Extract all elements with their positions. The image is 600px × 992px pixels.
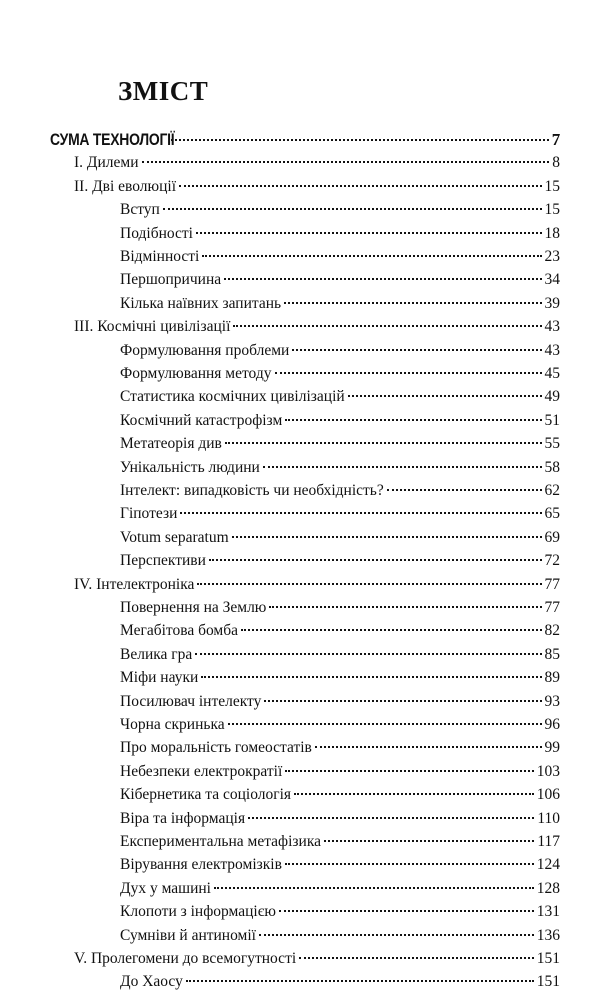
dot-leader [202,255,541,257]
toc-entry-title: III. Космічні цивілізації [74,318,231,336]
dot-leader [275,372,542,374]
dot-leader [285,419,541,421]
dot-leader [195,653,541,655]
dot-leader [209,559,542,561]
toc-entry-title: Клопоти з інформацією [120,903,276,921]
toc-entry-page-number: 34 [544,271,560,289]
dot-leader [285,770,533,772]
dot-leader [241,629,542,631]
toc-entry-title: Посилювач інтелекту [120,692,262,710]
toc-chapter-entry [74,153,560,173]
toc-chapter-entry [74,575,560,595]
toc-section-entry [120,224,560,244]
dot-leader [233,325,541,327]
toc-entry-title: Вступ [120,201,160,219]
toc-entry-title: Мегабітова бомба [120,622,238,640]
toc-entry-title: I. Дилеми [74,154,139,172]
toc-section-entry [120,926,560,946]
dot-leader [224,278,541,280]
dot-leader [284,302,541,304]
dot-leader [179,185,541,187]
toc-entry-page-number: 72 [544,552,560,570]
toc-entry-page-number: 77 [544,599,560,616]
toc-entry-title: Формулювання методу [120,365,272,382]
toc-chapter-entry [74,177,560,197]
toc-entry-title: II. Дві еволюції [74,177,177,195]
toc-entry-page-number: 151 [536,973,560,991]
toc-entry-page-number: 85 [544,645,560,663]
toc-entry-page-number: 117 [537,833,560,850]
dot-leader [197,583,541,585]
toc-entry-page-number: 106 [536,786,560,804]
toc-entry-title: СУМА ТЕХНОЛОГІЇ [50,130,175,149]
toc-entry-page-number: 62 [544,482,560,499]
dot-leader [214,887,534,889]
toc-entry-page-number: 45 [544,365,560,382]
toc-section-entry [120,411,560,431]
toc-section-entry [120,902,560,922]
toc-section-entry [120,762,560,782]
toc-section-entry [120,528,560,548]
toc-section-entry [120,294,560,314]
dot-leader [324,840,534,842]
toc-entry-page-number: 99 [544,739,560,757]
dot-leader [259,934,534,936]
toc-entry-title: Вірування електромізків [120,856,282,874]
toc-section-entry [120,247,560,267]
toc-chapter-entry [74,317,560,337]
toc-section-entry [120,387,560,407]
toc-section-entry [120,458,560,478]
dot-leader [142,161,550,163]
toc-entry-title: Статистика космічних цивілізацій [120,388,345,406]
dot-leader [225,442,542,444]
contents-heading: ЗМІСТ [118,76,209,106]
toc-entry-title: Повернення на Землю [120,599,267,616]
toc-entry-title: Перспективи [120,552,206,570]
toc-entry-page-number: 39 [544,294,560,312]
toc-entry-page-number: 124 [536,856,560,874]
dot-leader [299,957,534,959]
toc-entry-title: Метатеорія див [120,435,222,453]
toc-entry-page-number: 103 [536,762,560,780]
toc-entry-title: Інтелект: випадковість чи необхідність? [120,482,384,499]
toc-section-entry [120,692,560,712]
toc-section-entry [120,481,560,501]
toc-section-entry [120,832,560,852]
toc-entry-title: Votum separatum [120,528,229,546]
toc-section-entry [120,364,560,384]
dot-leader [180,512,541,514]
dot-leader [248,817,534,819]
toc-entry-title: Відмінності [120,248,200,265]
toc-entry-page-number: 69 [544,528,560,546]
toc-section-entry [120,879,560,899]
toc-entry-title: Про моральність гомеостатів [120,739,312,757]
toc-section-entry [120,855,560,875]
dot-leader [279,910,534,912]
toc-entry-page-number: 77 [544,575,560,593]
toc-entry-page-number: 15 [544,201,560,219]
dot-leader [348,395,542,397]
toc-entry-title: V. Пролегомени до всемогутності [74,950,297,967]
toc-entry-page-number: 82 [544,622,560,640]
toc-entry-title: Кілька наївних запитань [120,294,282,312]
toc-entry-title: Гіпотези [120,505,178,523]
toc-entry-page-number: 151 [536,950,560,967]
dot-leader [387,489,542,491]
toc-section-entry [120,645,560,665]
toc-section-entry [120,738,560,758]
toc-section-entry [120,715,560,735]
toc-entry-title: Унікальність людини [120,458,260,476]
dot-leader [269,606,541,608]
toc-entry-page-number: 89 [544,669,560,687]
toc-entry-title: Віра та інформація [120,809,246,827]
dot-leader [285,863,534,865]
toc-entry-title: Подібності [120,224,193,242]
toc-entry-title: Велика гра [120,645,193,663]
toc-entry-page-number: 15 [544,177,560,195]
toc-entry-page-number: 7 [551,130,560,149]
toc-entry-title: Космічний катастрофізм [120,411,283,429]
dot-leader [196,232,542,234]
toc-section-entry [120,434,560,454]
toc-entry-page-number: 51 [544,411,560,429]
dot-leader [264,700,541,702]
toc-entry-title: Першопричина [120,271,222,289]
toc-section-entry [120,809,560,829]
toc-section-entry [120,551,560,571]
toc-entry-page-number: 23 [544,248,560,265]
toc-entry-title: Кібернетика та соціологія [120,786,292,804]
toc-section-entry [120,785,560,805]
dot-leader [228,723,542,725]
dot-leader [186,980,534,982]
toc-section-entry [120,504,560,524]
toc-part-entry [50,130,560,150]
toc-entry-title: Дух у машині [120,879,211,897]
toc-entry-page-number: 8 [552,154,560,172]
toc-entry-page-number: 110 [537,809,560,827]
dot-leader [263,466,542,468]
toc-section-entry [120,972,560,992]
toc-entry-page-number: 43 [544,341,560,359]
dot-leader [201,676,541,678]
toc-entry-page-number: 136 [536,926,560,944]
toc-entry-page-number: 49 [544,388,560,406]
toc-chapter-entry [74,949,560,969]
dot-leader [163,208,542,210]
toc-entry-page-number: 18 [544,224,560,242]
toc-entry-title: До Хаосу [120,973,183,991]
toc-entry-title: Чорна скринька [120,716,225,733]
dot-leader [292,349,541,351]
toc-entry-page-number: 128 [536,879,560,897]
toc-section-entry [120,200,560,220]
toc-entry-title: Міфи науки [120,669,199,687]
toc-entry-page-number: 93 [544,692,560,710]
toc-section-entry [120,598,560,618]
toc-entry-title: IV. Інтелектроніка [74,575,195,593]
toc-entry-title: Небезпеки електрократії [120,762,283,780]
toc-entry-page-number: 131 [536,903,560,921]
toc-entry-page-number: 96 [544,716,560,733]
toc-entry-title: Експериментальна метафізика [120,833,322,850]
dot-leader [171,139,549,141]
dot-leader [232,536,542,538]
toc-section-entry [120,621,560,641]
toc-entry-page-number: 65 [544,505,560,523]
toc-entry-page-number: 43 [544,318,560,336]
toc-entry-title: Сумніви й антиномії [120,926,256,944]
dot-leader [315,746,542,748]
toc-section-entry [120,341,560,361]
toc-entry-page-number: 58 [544,458,560,476]
toc-section-entry [120,668,560,688]
toc-entry-page-number: 55 [544,435,560,453]
toc-entry-title: Формулювання проблеми [120,341,290,359]
toc-section-entry [120,270,560,290]
dot-leader [294,793,534,795]
